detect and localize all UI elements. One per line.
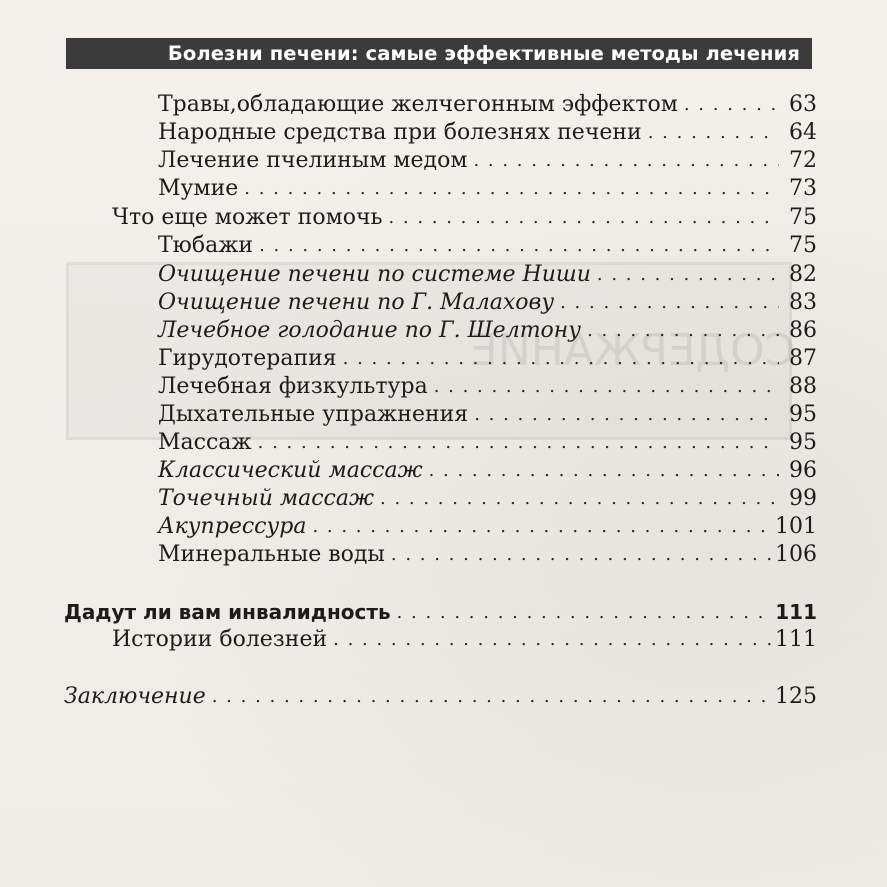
dot-leader (259, 233, 779, 259)
toc-entry-page-number: 64 (789, 120, 817, 145)
toc-entry-page-number: 63 (789, 92, 817, 117)
dot-leader (648, 120, 779, 146)
toc-entry-page-number: 125 (775, 684, 817, 709)
running-header-title: Болезни печени: самые эффективные методы лечения (167, 42, 800, 65)
toc-entry-title: Лечебная физкультура (158, 374, 428, 399)
toc-entry (158, 430, 817, 456)
toc-entry-page-number: 86 (789, 318, 817, 343)
toc-entry (158, 318, 817, 344)
dot-leader (474, 402, 779, 428)
toc-entry-title: Гирудотерапия (158, 346, 337, 371)
dot-leader (434, 374, 779, 400)
toc-entry-page-number: 82 (789, 262, 817, 287)
dot-leader (429, 458, 779, 484)
toc-entry (112, 205, 817, 231)
toc-entry (64, 684, 817, 710)
toc-entry-title: Истории болезней (112, 627, 328, 652)
toc-entry-page-number: 73 (789, 176, 817, 201)
dot-leader (333, 627, 771, 653)
toc-entry-page-number: 95 (789, 430, 817, 455)
toc-entry-page-number: 72 (789, 148, 817, 173)
dot-leader (312, 514, 771, 540)
toc-entry-title: Дыхательные упражнения (158, 402, 469, 427)
toc-entry (158, 148, 817, 174)
dot-leader (560, 290, 779, 316)
toc-entry-title: Массаж (158, 430, 252, 455)
toc-entry-title: Народные средства при болезнях печени (158, 120, 642, 145)
toc-entry (158, 486, 817, 512)
toc-entry (158, 262, 817, 288)
toc-entry-title: Дадут ли вам инвалидность (64, 600, 391, 624)
toc-entry-title: Лечебное голодание по Г. Шелтону (158, 318, 582, 343)
toc-entry (158, 120, 817, 146)
toc-entry-title: Очищение печени по Г. Малахову (158, 290, 555, 315)
dot-leader (258, 430, 779, 456)
bleed-through-heading: СОДЕРЖАНИЕ (470, 325, 796, 376)
toc-entry-page-number: 106 (775, 542, 817, 567)
dot-leader (380, 486, 779, 512)
dot-leader (244, 176, 779, 202)
toc-entry-title: Очищение печени по системе Ниши (158, 262, 591, 287)
toc-entry (158, 233, 817, 259)
toc-entry (158, 514, 817, 540)
toc-entry (158, 374, 817, 400)
toc-entry-title: Что еще может помочь (112, 205, 383, 230)
toc-entry (158, 290, 817, 316)
toc-entry-title: Акупрессура (158, 514, 307, 539)
toc-entry (158, 92, 817, 118)
toc-entry-title: Тюбажи (158, 233, 254, 258)
toc-entry (64, 599, 817, 625)
toc-entry-title: Точечный массаж (158, 486, 375, 511)
toc-entry-page-number: 99 (789, 486, 817, 511)
toc-entry-page-number: 83 (789, 290, 817, 315)
dot-leader (397, 600, 772, 626)
toc-entry-title: Классический массаж (158, 458, 423, 483)
dot-leader (391, 542, 771, 568)
dot-leader (587, 318, 779, 344)
toc-entry-page-number: 101 (775, 514, 817, 539)
dot-leader (388, 205, 779, 231)
running-header (66, 38, 812, 69)
dot-leader (343, 346, 779, 372)
toc-entry (158, 346, 817, 372)
toc-entry-page-number: 95 (789, 402, 817, 427)
toc-entry-title: Мумие (158, 176, 239, 201)
toc-entry-page-number: 75 (789, 205, 817, 230)
toc-entry-page-number: 96 (789, 458, 817, 483)
toc-entry-title: Лечение пчелиным медом (158, 148, 468, 173)
toc-entry-page-number: 75 (789, 233, 817, 258)
toc-entry-title: Минеральные воды (158, 542, 385, 567)
dot-leader (473, 148, 779, 174)
toc-entry (112, 627, 817, 653)
dot-leader (597, 262, 779, 288)
toc-entry-page-number: 88 (789, 374, 817, 399)
toc-entry-page-number: 87 (789, 346, 817, 371)
toc-entry-page-number: 111 (775, 600, 817, 624)
toc-entry-title: Заключение (64, 684, 206, 709)
dot-leader (684, 92, 779, 118)
toc-entry-title: Травы,обладающие желчегонным эффектом (158, 92, 678, 117)
toc-entry (158, 458, 817, 484)
toc-entry (158, 402, 817, 428)
toc-entry (158, 542, 817, 568)
toc-entry (158, 176, 817, 202)
toc-entry-page-number: 111 (775, 627, 817, 652)
dot-leader (212, 684, 771, 710)
